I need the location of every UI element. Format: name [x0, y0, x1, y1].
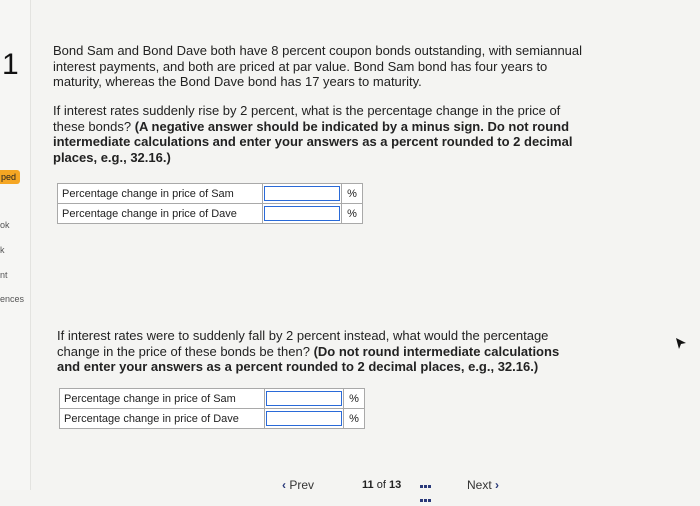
- question-navigation: [0, 472, 700, 490]
- mouse-cursor-icon: [675, 337, 687, 351]
- next-label: Next: [467, 478, 492, 492]
- chevron-left-icon: ‹: [282, 478, 286, 492]
- percent-unit: %: [342, 184, 363, 204]
- sam-rise-input[interactable]: [264, 186, 340, 201]
- table-row: [58, 184, 363, 204]
- answer-table-2: [59, 388, 365, 429]
- table-row: [58, 204, 363, 224]
- row-label: Percentage change in price of Sam: [58, 184, 263, 204]
- question-number: 1: [2, 48, 19, 81]
- sidebar-link-ask[interactable]: k: [0, 245, 5, 255]
- sidebar-link-references[interactable]: ences: [0, 294, 25, 304]
- row-label: Percentage change in price of Dave: [58, 204, 263, 224]
- part1-instructions: (A negative answer should be indicated by a minus sign. Do not round intermediate calculations and enter your answers as a percent rounded to 2 decimal places, e.g., 32.16.): [53, 118, 573, 165]
- status-badge: ped: [0, 170, 20, 184]
- chevron-right-icon: ›: [495, 478, 500, 492]
- part2-text: If interest rates were to suddenly fall by 2 percent instead, what would the percentage change in the price of these bonds be then?: [57, 328, 549, 359]
- sidebar-link-book[interactable]: ok: [0, 220, 10, 230]
- dave-rise-input[interactable]: [264, 206, 340, 221]
- row-label: Percentage change in price of Dave: [60, 409, 265, 429]
- row-label: Percentage change in price of Sam: [60, 389, 265, 409]
- answer-table-1: [57, 183, 363, 224]
- dave-fall-input[interactable]: [266, 411, 342, 426]
- part2-instructions: (Do not round intermediate calculations and enter your answers as a percent rounded to 2 decimal places, e.g., 32.16.): [57, 343, 560, 374]
- page-indicator[interactable]: [362, 479, 401, 491]
- grid-icon[interactable]: [420, 478, 436, 488]
- of-label: of: [376, 479, 386, 491]
- sidebar: [0, 0, 31, 490]
- table-row: [60, 389, 365, 409]
- table-row: [60, 409, 365, 429]
- current-page: 11: [362, 479, 374, 491]
- percent-unit: %: [342, 204, 363, 224]
- percent-unit: %: [344, 409, 365, 429]
- sam-fall-input[interactable]: [266, 391, 342, 406]
- total-pages: 13: [388, 479, 402, 491]
- question-intro: Bond Sam and Bond Dave both have 8 percent coupon bonds outstanding, with semiannual interest payments, and both are priced at par value. Bond Sam bond has four years to maturity, whereas the Bond Dave bond has 17 years to maturity.: [53, 43, 583, 89]
- part1-text: If interest rates suddenly rise by 2 percent, what is the percentage change in the price of these bonds?: [53, 103, 561, 134]
- prev-label: Prev: [289, 478, 315, 492]
- part2-prompt: [57, 328, 582, 375]
- percent-unit: %: [344, 389, 365, 409]
- sidebar-link-print[interactable]: nt: [0, 270, 8, 280]
- part1-prompt: [53, 103, 583, 165]
